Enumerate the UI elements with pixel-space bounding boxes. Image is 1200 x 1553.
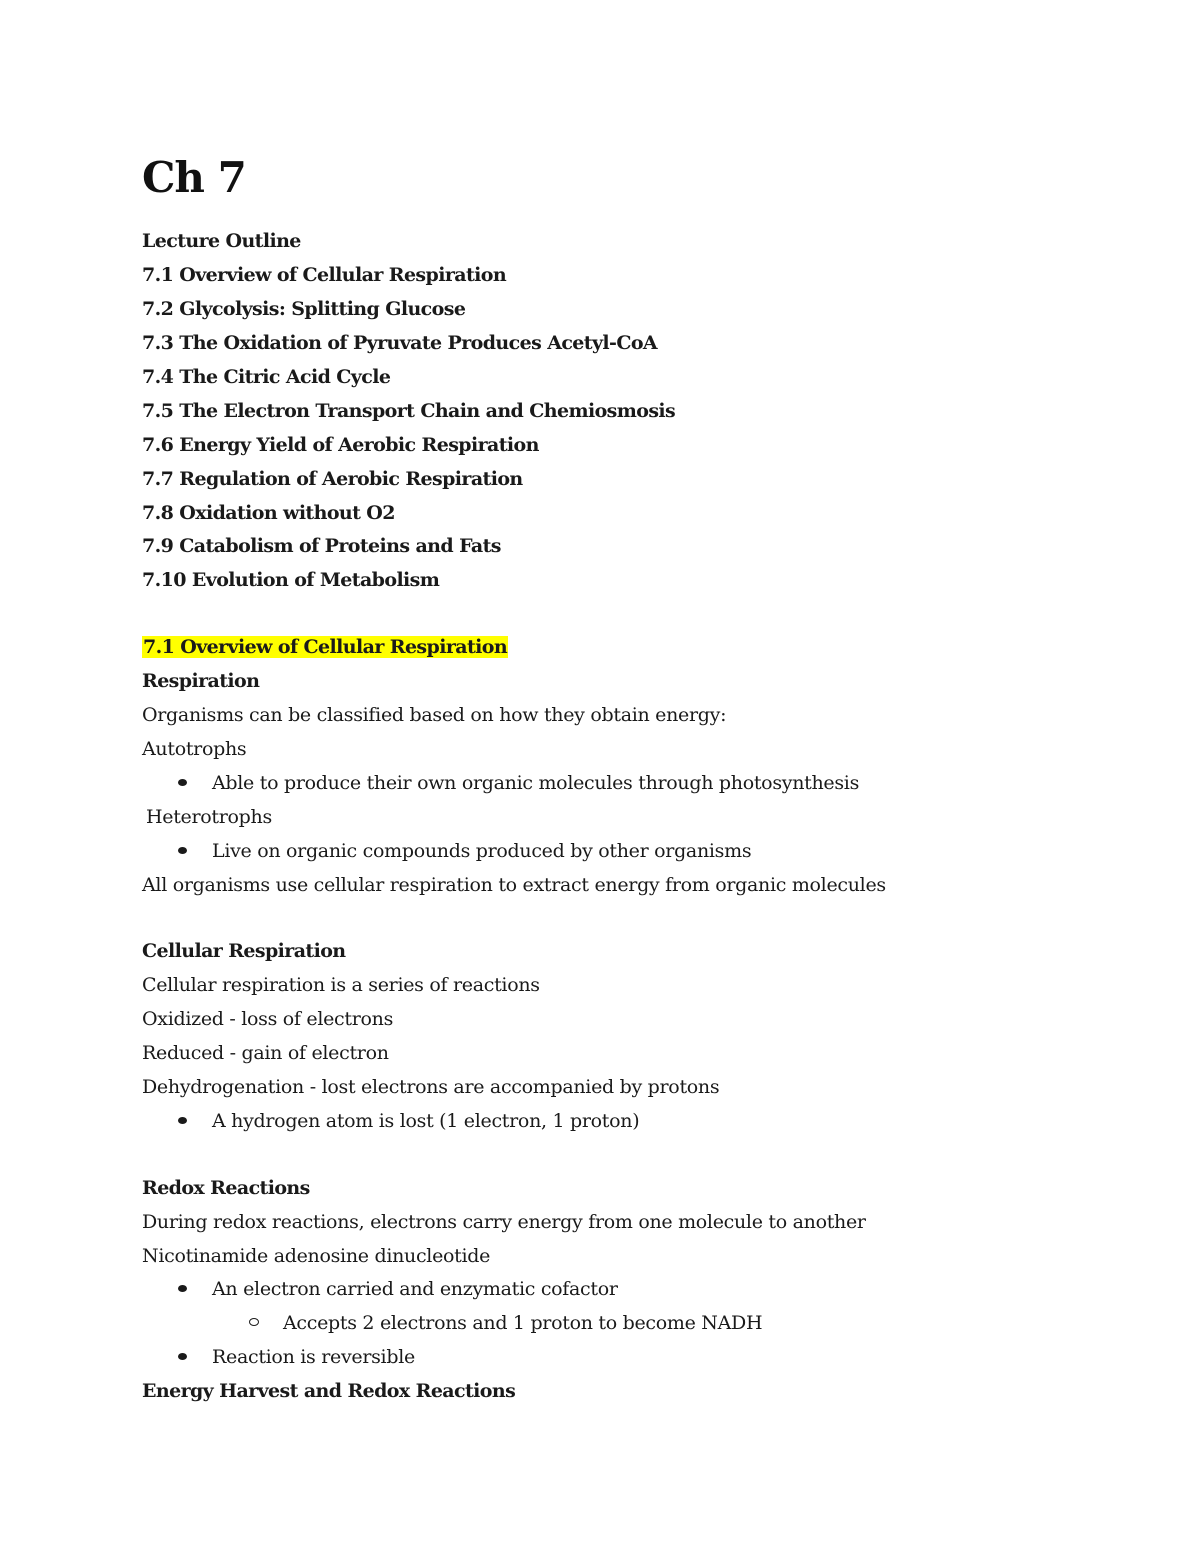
respiration-heading: Respiration [142,670,260,692]
outline-item: 7.10 Evolution of Metabolism [142,569,440,591]
outline-item: 7.8 Oxidation without O2 [142,502,395,524]
respiration-summary: All organisms use cellular respiration to extract energy from organic molecules [142,874,886,896]
outline-heading: Lecture Outline [142,230,301,252]
bullet-icon [178,1285,187,1292]
outline-item: 7.9 Catabolism of Proteins and Fats [142,535,501,557]
highlight-mark: 7.1 Overview of Cellular Respiration [143,636,508,658]
page-title: Ch 7 [142,153,246,202]
outline-item: 7.5 The Electron Transport Chain and Chemiosmosis [142,400,676,422]
outline-item: 7.4 The Citric Acid Cycle [142,366,391,388]
list-item: Accepts 2 electrons and 1 proton to become NADH [283,1312,763,1334]
list-item: A hydrogen atom is lost (1 electron, 1 proton) [212,1110,640,1132]
list-item: Able to produce their own organic molecules through photosynthesis [212,772,860,794]
outline-item: 7.7 Regulation of Aerobic Respiration [142,468,523,490]
cellular-respiration-heading: Cellular Respiration [142,940,346,962]
bullet-icon [178,847,187,854]
paragraph-line: Cellular respiration is a series of reactions [142,974,540,996]
redox-heading: Redox Reactions [142,1177,310,1199]
respiration-intro: Organisms can be classified based on how they obtain energy: [142,704,727,726]
paragraph-line: Nicotinamide adenosine dinucleotide [142,1245,491,1267]
heterotrophs-label: Heterotrophs [146,806,272,828]
list-item: An electron carried and enzymatic cofactor [212,1278,618,1300]
outline-item: 7.6 Energy Yield of Aerobic Respiration [142,434,539,456]
paragraph-line: Oxidized - loss of electrons [142,1008,394,1030]
outline-item: 7.2 Glycolysis: Splitting Glucose [142,298,466,320]
paragraph-line: During redox reactions, electrons carry energy from one molecule to another [142,1211,866,1233]
outline-item: 7.1 Overview of Cellular Respiration [142,264,507,286]
outline-item: 7.3 The Oxidation of Pyruvate Produces Acetyl-CoA [142,332,658,354]
autotrophs-label: Autotrophs [142,738,247,760]
section-heading-highlighted [142,630,508,664]
list-item: Live on organic compounds produced by other organisms [212,840,752,862]
bullet-icon [178,779,187,786]
paragraph-line: Dehydrogenation - lost electrons are accompanied by protons [142,1076,720,1098]
energy-harvest-heading: Energy Harvest and Redox Reactions [142,1380,516,1402]
sub-bullet-icon [249,1318,259,1326]
bullet-icon [178,1117,187,1124]
list-item: Reaction is reversible [212,1346,415,1368]
paragraph-line: Reduced - gain of electron [142,1042,389,1064]
bullet-icon [178,1353,187,1360]
